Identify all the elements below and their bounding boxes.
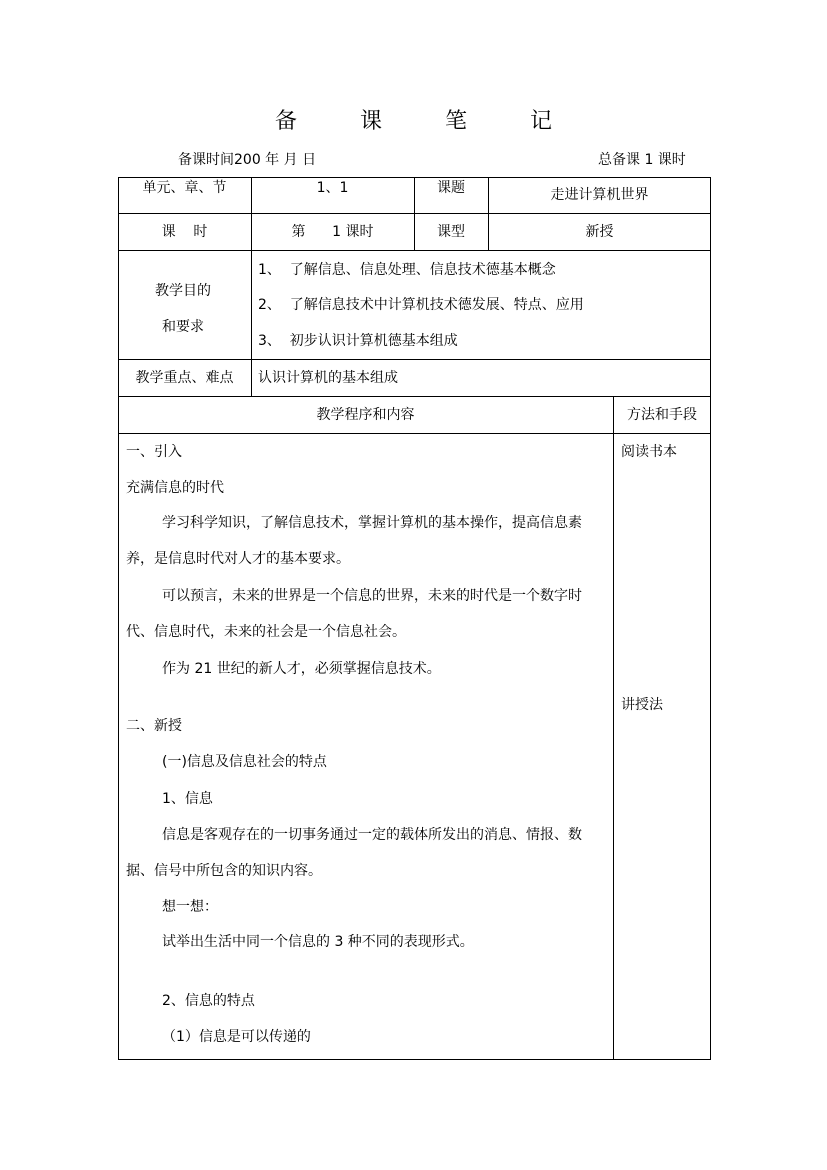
new-lesson-heading: 二、新授 xyxy=(126,718,182,734)
sub-item: （1）信息是可以传递的 xyxy=(162,1029,311,1045)
method-lecture: 讲授法 xyxy=(621,697,663,713)
intro-paragraph: 作为 21 世纪的新人才，必须掌握信息技术。 xyxy=(162,661,441,677)
goals-label-line2: 和要求 xyxy=(162,319,204,335)
key-points-value: 认识计算机的基本组成 xyxy=(258,370,398,386)
key-points-label: 教学重点、难点 xyxy=(135,369,234,386)
item-heading: 2、信息的特点 xyxy=(162,993,255,1009)
type-label: 课型 xyxy=(437,223,465,240)
period-label: 课 时 xyxy=(161,223,208,240)
intro-paragraph: 可以预言，未来的世界是一个信息的世界，未来的时代是一个数字时代、信息时代，未来的社会是一个信息社会。 xyxy=(126,588,582,640)
goals-label-line1: 教学目的 xyxy=(155,283,211,299)
topic-value: 走进计算机世界 xyxy=(550,187,649,203)
row-divider xyxy=(118,433,711,434)
total-lessons: 总备课 1 课时 xyxy=(598,152,686,168)
col-divider xyxy=(251,177,252,396)
think-label: 想一想： xyxy=(162,899,218,915)
goal-item: 3、 初步认识计算机德基本组成 xyxy=(258,333,458,349)
unit-value: 1、1 xyxy=(316,180,349,196)
prep-time: 备课时间200 年 月 日 xyxy=(178,152,317,168)
think-question: 试举出生活中同一个信息的 3 种不同的表现形式。 xyxy=(162,934,474,950)
definition-paragraph: 信息是客观存在的一切事务通过一定的载体所发出的消息、情报、数据、信号中所包含的知识内容。 xyxy=(126,827,582,879)
row-divider xyxy=(118,250,711,251)
goal-item: 1、 了解信息、信息处理、信息技术德基本概念 xyxy=(258,262,556,278)
method-header: 方法和手段 xyxy=(627,406,697,423)
method-reading: 阅读书本 xyxy=(621,444,677,460)
page-title: 备 课 笔 记 xyxy=(275,109,580,134)
intro-heading: 一、引入 xyxy=(126,444,182,460)
intro-paragraph: 学习科学知识，了解信息技术，掌握计算机的基本操作，提高信息素养，是信息时代对人才的基本要求。 xyxy=(126,515,582,567)
section-heading: (一)信息及信息社会的特点 xyxy=(162,754,327,770)
type-value: 新授 xyxy=(585,223,614,240)
procedure-header: 教学程序和内容 xyxy=(316,406,415,423)
topic-label: 课题 xyxy=(437,180,465,196)
unit-label: 单元、章、节 xyxy=(142,180,227,196)
intro-subtitle: 充满信息的时代 xyxy=(126,480,224,496)
col-divider xyxy=(613,396,614,1060)
goal-item: 2、 了解信息技术中计算机技术德发展、特点、应用 xyxy=(258,297,584,313)
period-value: 第 1 课时 xyxy=(291,223,374,240)
item-heading: 1、信息 xyxy=(162,791,213,807)
